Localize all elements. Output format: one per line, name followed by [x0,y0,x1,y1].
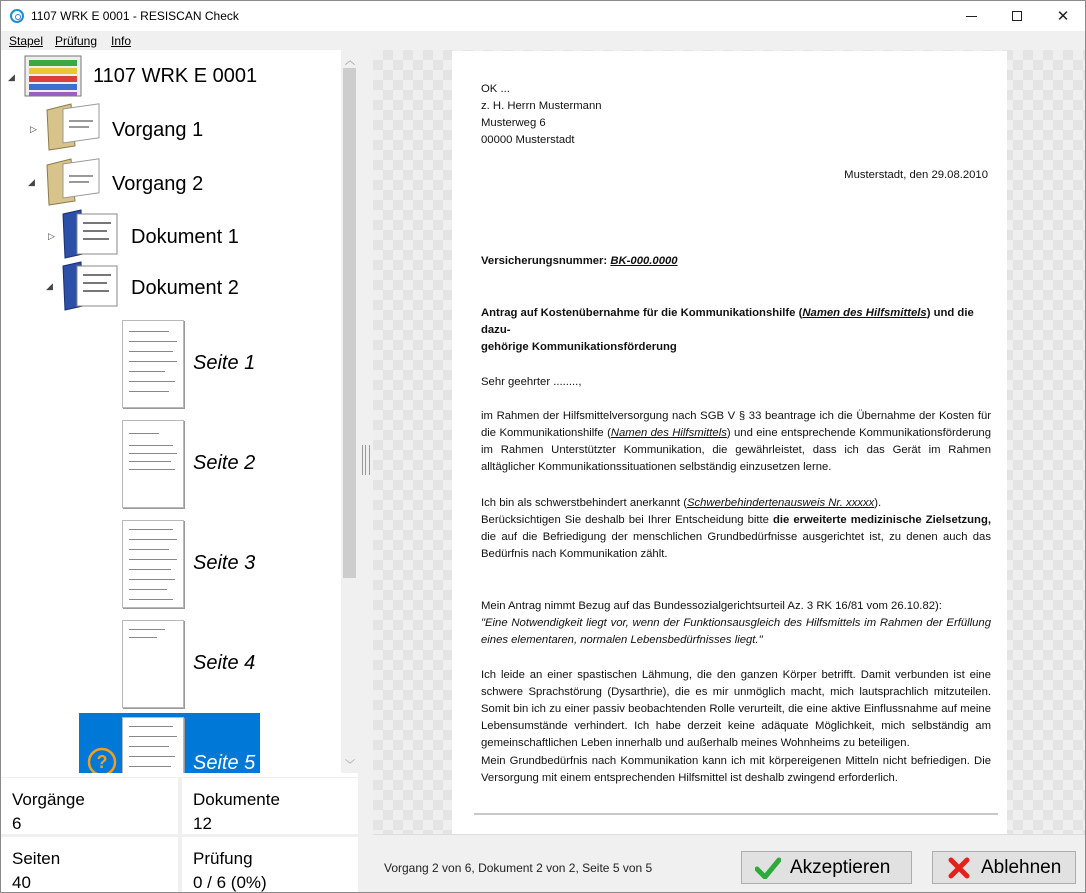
stat-label: Vorgänge [12,790,85,809]
stat-label: Seiten [12,849,61,868]
scroll-up-icon[interactable]: ︿ [345,56,355,67]
menu-info[interactable]: Info [111,34,132,48]
doc-divider [474,813,998,815]
stat-label: Dokumente [193,790,280,809]
tree-page-3[interactable]: Seite 3 [193,552,256,574]
folder-icon [41,102,103,152]
doc-paragraph: Mein Antrag nimmt Bezug auf das Bundessozialgerichtsurteil Az. 3 RK 16/81 vom 26.10.82): [481,600,942,612]
minimize-icon [966,16,977,17]
scroll-down-icon[interactable]: ﹀ [345,760,355,771]
collapse-icon[interactable]: ◢ [28,177,35,187]
close-button[interactable] [1040,1,1086,31]
svg-text:?: ? [96,752,108,772]
stat-value: 40 [12,873,31,892]
accept-label: Akzeptieren [790,856,891,878]
page-thumbnail[interactable] [122,320,184,408]
doc-paragraph: Mein Grundbedürfnis nach Kommunikation kann ich mit körpereigenen Mitteln nicht befriedigen. Die Versorgung mit einem entsprechenden Hilfsmittel ist deshalb zwingend erforderlich. [481,755,991,784]
doc-address-line: OK ... [481,83,510,95]
app-icon [10,9,24,23]
stats-panel [1,777,358,892]
panel-splitter[interactable] [358,50,373,892]
stat-value: 0 / 6 (0%) [193,873,267,892]
stat-label: Prüfung [193,849,253,868]
page-thumbnail[interactable] [122,620,184,708]
tree-page-1[interactable]: Seite 1 [193,352,256,374]
close-icon: ✕ [1056,8,1070,25]
doc-address-line: Musterweg 6 [481,117,546,129]
doc-paragraph: Ich bin als schwerstbehindert anerkannt (Schwerbehindertenausweis Nr. xxxxx). Berücksichtigen Sie deshalb bei Ihrer Entscheidung bitte die erweiterte medizinische Zielsetzung, die auf die Befriedigung der menschlichen Grundbedürfnisse ausgerichtet ist, zu denen auch das Bedürfnis nach Kommunikation zählt. [481,497,991,560]
tree-page-2[interactable]: Seite 2 [193,452,256,474]
menu-bar [1,31,1085,51]
page-thumbnail[interactable] [122,717,184,773]
reject-label: Ablehnen [981,856,1062,878]
doc-quote: "Eine Notwendigkeit liegt vor, wenn der Funktionsausgleich des Hilfsmittels im Rahmen der Erfüllung eines elementaren, normalen Lebensbedürfnisses liegt." [481,617,991,646]
tree-scrollbar[interactable] [341,50,358,773]
stat-value: 6 [12,814,22,833]
doc-paragraph: im Rahmen der Hilfsmittelversorgung nach SGB V § 33 beantrage ich die Übernahme der Kosten für die Kommunikationshilfe (Namen des Hilfsmittels) und eine entsprechende Kommunikationsförderung im Rahmen Unterstützter Kommunikation, die gewährleistet, dass ich das Gerät im Rahmen alltäglicher Kommunikationssituationen selbständig einzusetzen lerne. [481,410,991,473]
scrollbar-thumb[interactable] [343,68,356,578]
menu-pruefung[interactable]: Prüfung [55,34,98,48]
tree-page-4[interactable]: Seite 4 [193,652,256,674]
tree-dokument-2[interactable]: Dokument 2 [131,277,239,299]
batch-tree[interactable] [1,50,341,773]
tree-vorgang-1[interactable]: Vorgang 1 [112,119,204,141]
doc-paragraph: Ich leide an einer spastischen Lähmung, die den ganzen Körper betrifft. Damit verbunden ist eine schwere Sprachstörung (Dysarthrie), die es mir unmöglich macht, mich lautsprachlich mitzuteilen. Somit bin ich zu einer passiv beobachtenden Rolle verurteilt, die eine aktive Einflussnahme auf meine Lebensumstände verhindert. Ich habe derzeit keine adäquate Möglichkeit, mich selbständig am gemeinschaftlichen Leben innerhalb und außerhalb meines Wohnheims zu beteiligen. [481,669,991,749]
doc-greeting: Sehr geehrter ........, [481,376,582,388]
expand-icon[interactable]: ▷ [48,231,55,241]
tree-page-5[interactable]: Seite 5 [193,752,256,773]
document-page [452,51,1007,834]
doc-address-line: z. H. Herrn Mustermann [481,100,602,112]
status-text: Vorgang 2 von 6, Dokument 2 von 2, Seite 5 von 5 [384,861,653,875]
stat-pruefung [182,837,358,892]
stat-value: 12 [193,814,212,833]
tree-root-label[interactable]: 1107 WRK E 0001 [93,65,258,87]
document-binder-icon [59,260,121,312]
tree-panel [1,50,358,777]
splitter-grip-icon[interactable] [362,445,370,475]
window-title: 1107 WRK E 0001 - RESISCAN Check [31,9,239,23]
folder-icon [41,157,103,207]
doc-address-line: 00000 Musterstadt [481,134,575,146]
collapse-icon[interactable]: ◢ [46,281,53,291]
question-icon [86,746,118,773]
menu-stapel[interactable]: Stapel [9,34,44,48]
stat-dokumente [182,778,358,834]
tree-vorgang-2[interactable]: Vorgang 2 [112,173,204,195]
page-thumbnail[interactable] [122,520,184,608]
maximize-icon [1012,11,1022,21]
x-icon [945,854,973,882]
binder-stack-icon [21,50,85,102]
tree-dokument-1[interactable]: Dokument 1 [131,226,239,248]
stat-vorgaenge [1,778,178,834]
document-binder-icon [59,208,121,260]
collapse-icon[interactable]: ◢ [8,72,15,82]
status-bar [373,834,1085,892]
doc-date: Musterstadt, den 29.08.2010 [844,169,988,181]
minimize-button[interactable] [948,1,994,31]
expand-icon[interactable]: ▷ [30,124,37,134]
reject-button[interactable] [932,851,1076,884]
accept-button[interactable] [741,851,912,884]
title-bar [1,1,1085,31]
doc-insurance-number: Versicherungsnummer: BK-000.0000 [481,255,678,267]
maximize-button[interactable] [994,1,1040,31]
checkmark-icon [754,854,782,882]
document-viewer[interactable] [373,50,1085,834]
doc-subject: Antrag auf Kostenübernahme für die Kommunikationshilfe (Namen des Hilfsmittels) und die dazu- gehörige Kommunikationsförderung [481,307,974,353]
page-thumbnail[interactable] [122,420,184,508]
stat-seiten [1,837,178,892]
